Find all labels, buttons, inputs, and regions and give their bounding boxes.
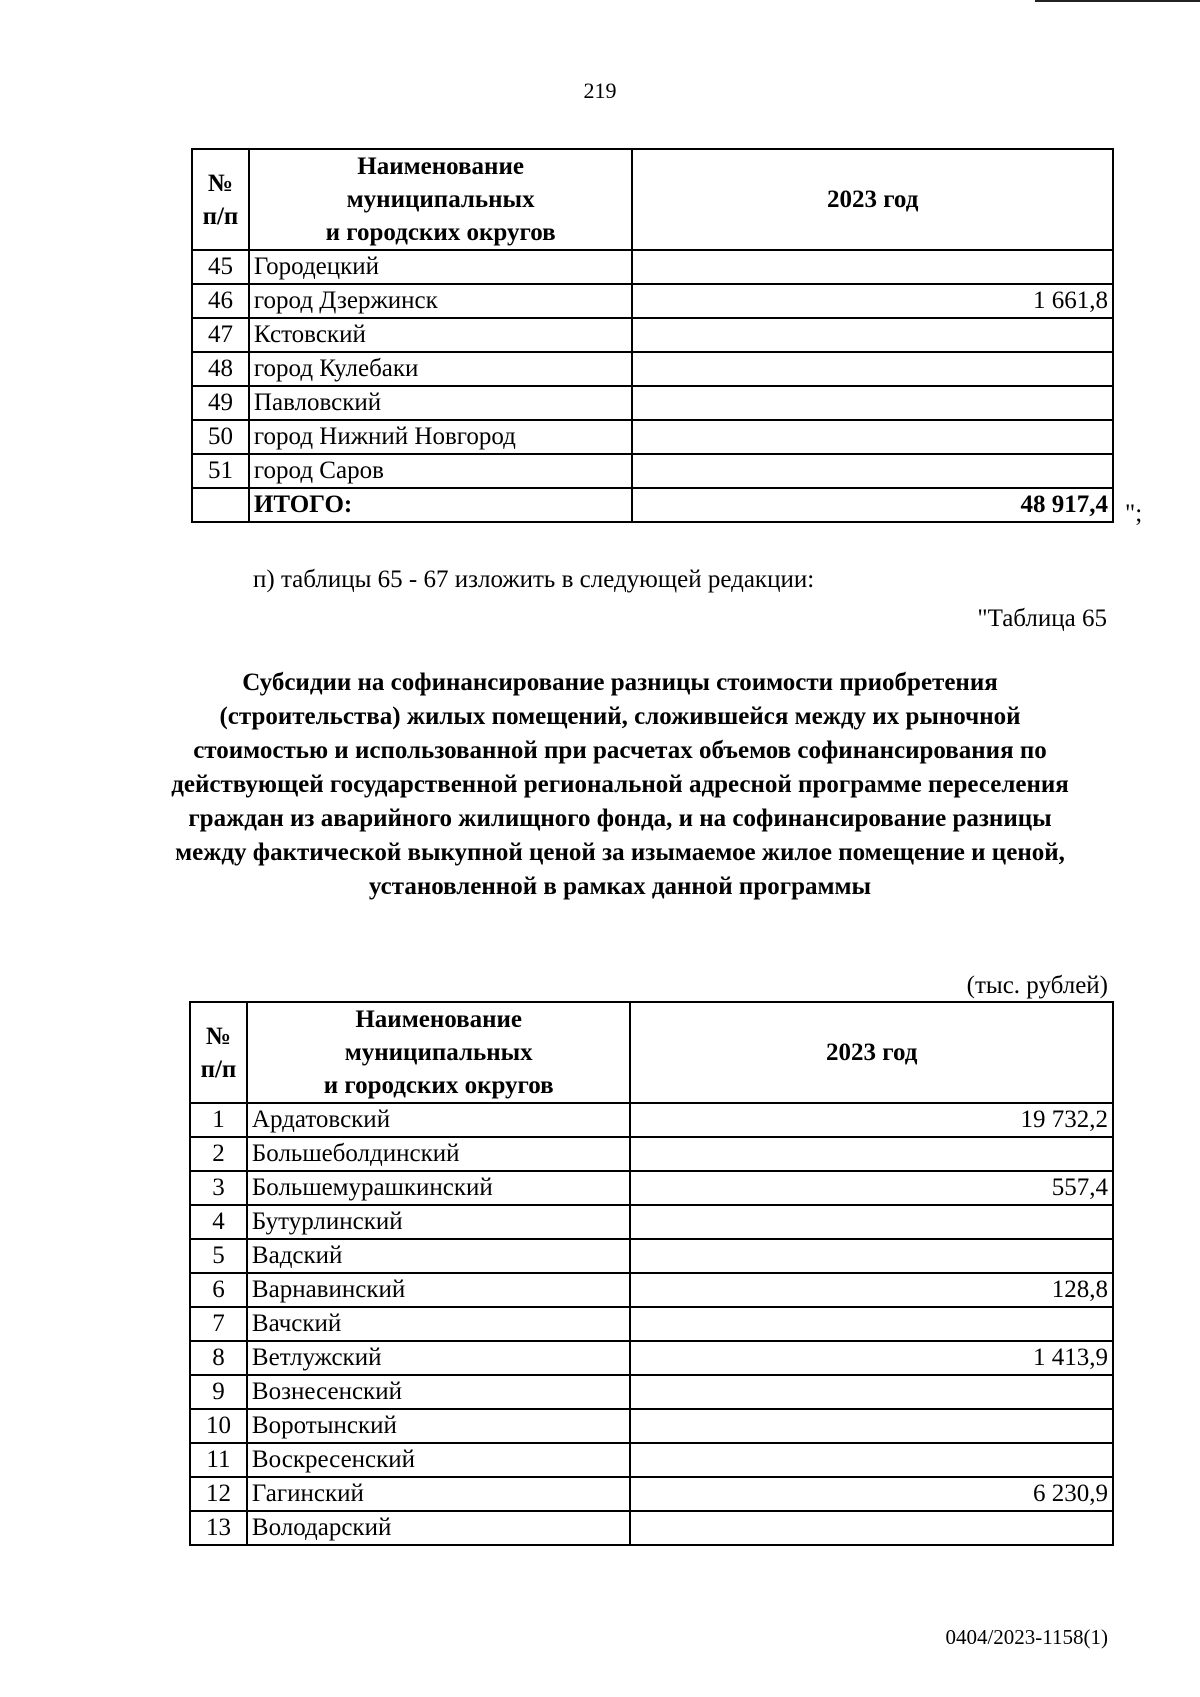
- district-name: Кстовский: [249, 318, 632, 352]
- table-row: [190, 1341, 1113, 1375]
- table-row: [190, 1103, 1113, 1137]
- row-number: 13: [190, 1511, 247, 1545]
- subsidy-value: [630, 1205, 1113, 1239]
- district-name: Павловский: [249, 386, 632, 420]
- district-name: Гагинский: [247, 1477, 631, 1511]
- row-number: 4: [190, 1205, 247, 1239]
- subsidy-value: 1 413,9: [630, 1341, 1113, 1375]
- document-code: 0404/2023-1158(1): [945, 1625, 1108, 1649]
- row-number: 11: [190, 1443, 247, 1477]
- row-number: 6: [190, 1273, 247, 1307]
- row-number: 48: [192, 352, 249, 386]
- header-name-line: и городских округов: [325, 219, 556, 246]
- subsidy-value: [632, 386, 1113, 420]
- subsidy-value: [632, 318, 1113, 352]
- district-name: Большемурашкинский: [247, 1171, 631, 1205]
- header-num-l2: п/п: [202, 202, 239, 230]
- row-number: 2: [190, 1137, 247, 1171]
- units-label: (тыс. рублей): [966, 972, 1108, 999]
- table-row: [192, 454, 1113, 488]
- table-row: [192, 420, 1113, 454]
- total-value: 48 917,4: [632, 488, 1113, 522]
- header-num: [190, 1002, 247, 1103]
- table-header-row: [192, 149, 1113, 250]
- row-number: 3: [190, 1171, 247, 1205]
- district-name: город Дзержинск: [249, 284, 632, 318]
- header-num-l1: №: [207, 169, 234, 197]
- subsidy-value: [630, 1239, 1113, 1273]
- table-row: [192, 284, 1113, 318]
- district-name: Вачский: [247, 1307, 631, 1341]
- subsidy-value: [630, 1307, 1113, 1341]
- subsidy-value: 557,4: [630, 1171, 1113, 1205]
- subsidy-value: [630, 1443, 1113, 1477]
- table-title: Субсидии на софинансирование разницы стоимости приобретения (строительства) жилых помещений, сложившейся между их рыночной стоимостью и использованной при расчетах объемов софинансирования по действующей государственной региональной адресной программе переселения граждан из аварийного жилищного фонда, и на софинансирование разницы между фактической выкупной ценой за изымаемое жилое помещение и ценой, установленной в рамках данной программы: [171, 669, 1069, 900]
- header-name: [247, 1002, 631, 1103]
- table-row: [192, 352, 1113, 386]
- header-name-line: муниципальных: [344, 1039, 533, 1066]
- table-row: [190, 1205, 1113, 1239]
- subsidy-value: [630, 1511, 1113, 1545]
- subsidy-value: [632, 352, 1113, 386]
- header-name-line: муниципальных: [346, 186, 535, 213]
- header-num-l1: №: [205, 1022, 232, 1050]
- district-name: Большеболдинский: [247, 1137, 631, 1171]
- row-number: 45: [192, 250, 249, 284]
- subsidy-value: [630, 1375, 1113, 1409]
- district-name: Володарский: [247, 1511, 631, 1545]
- header-name: [249, 149, 632, 250]
- total-label: ИТОГО:: [249, 488, 632, 522]
- table-row: [190, 1477, 1113, 1511]
- subsidy-value: 6 230,9: [630, 1477, 1113, 1511]
- table-row: [190, 1171, 1113, 1205]
- page-number: 219: [583, 78, 617, 103]
- district-name: Городецкий: [249, 250, 632, 284]
- table-header-row: [190, 1002, 1113, 1103]
- district-name: Варнавинский: [247, 1273, 631, 1307]
- district-name: Ардатовский: [247, 1103, 631, 1137]
- row-number: 49: [192, 386, 249, 420]
- table-row: [190, 1511, 1113, 1545]
- table-row: [190, 1443, 1113, 1477]
- table-row: [192, 250, 1113, 284]
- total-row: [192, 488, 1113, 522]
- table-row: [190, 1375, 1113, 1409]
- district-name: город Нижний Новгород: [249, 420, 632, 454]
- row-number: 12: [190, 1477, 247, 1511]
- header-name-line: и городских округов: [323, 1072, 554, 1099]
- table-row: [190, 1273, 1113, 1307]
- subsidy-value: 19 732,2: [630, 1103, 1113, 1137]
- subsidy-value: [632, 420, 1113, 454]
- table-row: [192, 318, 1113, 352]
- row-number: 51: [192, 454, 249, 488]
- header-num-l2: п/п: [200, 1055, 237, 1083]
- subsidy-value: [632, 454, 1113, 488]
- subsidy-table-continuation: [191, 148, 1114, 523]
- subsidy-table-65: [189, 1001, 1114, 1546]
- table-row: [190, 1307, 1113, 1341]
- row-number: 9: [190, 1375, 247, 1409]
- header-year: 2023 год: [632, 149, 1113, 250]
- header-year: 2023 год: [630, 1002, 1113, 1103]
- table-row: [190, 1409, 1113, 1443]
- table-row: [190, 1239, 1113, 1273]
- top-rule: [1035, 0, 1200, 2]
- row-number: 7: [190, 1307, 247, 1341]
- row-number: 1: [190, 1103, 247, 1137]
- subsidy-value: [630, 1137, 1113, 1171]
- table-row: [192, 386, 1113, 420]
- row-number: 47: [192, 318, 249, 352]
- subsidy-value: [630, 1409, 1113, 1443]
- total-number: [192, 488, 249, 522]
- header-name-line: Наименование: [355, 1006, 523, 1033]
- row-number: 46: [192, 284, 249, 318]
- row-number: 50: [192, 420, 249, 454]
- district-name: Вознесенский: [247, 1375, 631, 1409]
- row-number: 5: [190, 1239, 247, 1273]
- row-number: 10: [190, 1409, 247, 1443]
- closing-quote: ";: [1125, 500, 1143, 527]
- header-name-line: Наименование: [357, 153, 524, 180]
- header-num: [192, 149, 249, 250]
- district-name: Вадский: [247, 1239, 631, 1273]
- row-number: 8: [190, 1341, 247, 1375]
- district-name: Воротынский: [247, 1409, 631, 1443]
- subsidy-value: [632, 250, 1113, 284]
- table-label: "Таблица 65: [977, 605, 1107, 632]
- district-name: город Кулебаки: [249, 352, 632, 386]
- district-name: город Саров: [249, 454, 632, 488]
- table-row: [190, 1137, 1113, 1171]
- instruction-text: п) таблицы 65 - 67 изложить в следующей редакции:: [253, 566, 815, 593]
- district-name: Бутурлинский: [247, 1205, 631, 1239]
- subsidy-value: 128,8: [630, 1273, 1113, 1307]
- district-name: Ветлужский: [247, 1341, 631, 1375]
- district-name: Воскресенский: [247, 1443, 631, 1477]
- subsidy-value: 1 661,8: [632, 284, 1113, 318]
